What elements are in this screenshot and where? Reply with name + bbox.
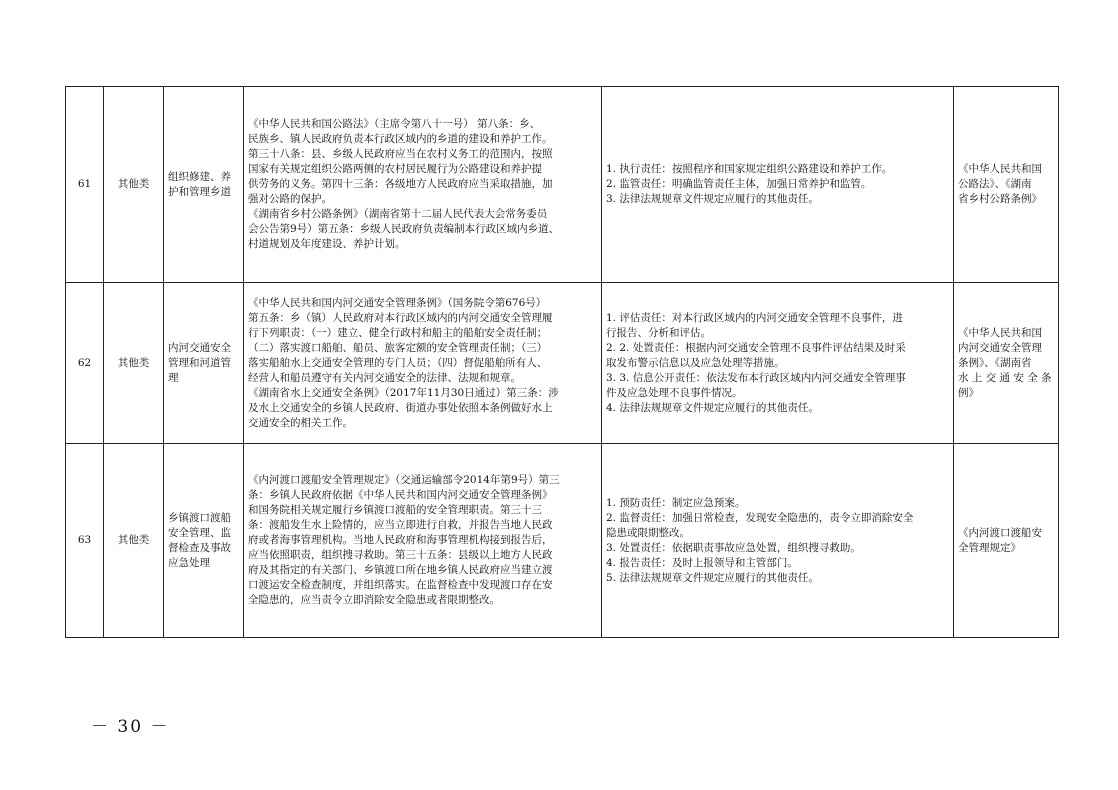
basis-line: 《中华人民共和国内河交通安全管理条例》（国务院令第676号） <box>248 296 547 309</box>
basis-line: 《湖南省水上交通安全条例》（2017年11月30日通过）第三条：涉 <box>248 386 559 399</box>
responsibility-line: 4. 报告责任：及时上报领导和主管部门。 <box>606 556 798 569</box>
responsibility-line: 1. 评估责任：对本行政区域内的内河交通安全管理不良事件，进 <box>606 311 903 324</box>
basis-line: 交通安全的相关工作。 <box>248 416 353 429</box>
item-line: 应急处理 <box>168 556 210 569</box>
reference-line: 《中华人民共和国 <box>958 326 1042 339</box>
item-line: 乡镇渡口渡船 <box>168 511 231 524</box>
basis-line: 条：渡船发生水上险情的，应当立即进行自救，并报告当地人民政 <box>248 519 553 531</box>
basis-line: 落实船舶水上交通安全管理的专门人员；（四）督促船舶所有人、 <box>248 356 548 369</box>
basis-line: 条：乡镇人民政府依据《中华人民共和国内河交通安全管理条例》 <box>248 489 553 501</box>
item-line: 组织修建、养 <box>168 170 231 183</box>
reference-line: 省乡村公路条例》 <box>958 193 1042 205</box>
row-item <box>164 87 244 283</box>
basis-line: 会公告第9号）第五条：乡级人民政府负责编制本行政区域内乡道、 <box>248 223 560 235</box>
responsibility-line: 1. 执行责任：按照程序和国家规定组织公路建设和养护工作。 <box>606 163 893 175</box>
responsibility-line: 件及应急处理不良事件情况。 <box>606 386 743 399</box>
responsibility-line: 5. 法律法规规章文件规定应履行的其他责任。 <box>606 571 819 584</box>
row-basis <box>244 444 602 638</box>
basis-line: 口渡运安全检查制度，并组织落实。在监督检查中发现渡口存在安 <box>248 579 553 591</box>
table-row <box>66 87 1059 283</box>
row-responsibility <box>602 87 954 283</box>
row-number: 61 <box>66 87 104 283</box>
row-basis <box>244 283 602 444</box>
item-line: 护和管理乡道 <box>168 185 231 198</box>
reference-line: 全管理规定》 <box>958 541 1021 554</box>
table-body <box>66 87 1059 638</box>
responsibility-line: 2. 2. 处置责任：根据内河交通安全管理不良事件评估结果及时采 <box>606 341 906 354</box>
responsibility-line: 3. 3. 信息公开责任：依法发布本行政区域内内河交通安全管理事 <box>606 371 906 384</box>
basis-line: 《湖南省乡村公路条例》（湖南省第十二届人民代表大会常务委员 <box>248 208 548 220</box>
row-item <box>164 283 244 444</box>
reference-line: 水 上 交 通 安 全 条 <box>958 371 1052 384</box>
responsibility-line: 3. 处置责任：依据职责事故应急处置，组织搜寻救助。 <box>606 541 861 554</box>
item-line: 督检查及事故 <box>168 541 231 554</box>
row-category: 其他类 <box>104 87 164 283</box>
basis-line: 应当依照职责，组织搜寻救助。第三十五条：县级以上地方人民政 <box>248 549 553 561</box>
reference-line: 内河交通安全管理 <box>958 341 1042 354</box>
reference-line: 条例》、《湖南省 <box>958 356 1032 369</box>
basis-line: 民族乡、镇人民政府负责本行政区域内的乡道的建设和养护工作。 <box>248 133 553 145</box>
responsibility-line: 1. 预防责任：制定应急预案。 <box>606 496 746 509</box>
row-reference <box>954 87 1059 283</box>
row-category: 其他类 <box>104 283 164 444</box>
basis-line: 行下列职责：（一）建立、健全行政村和船主的船舶安全责任制； <box>248 326 548 339</box>
row-number: 62 <box>66 283 104 444</box>
row-responsibility <box>602 444 954 638</box>
basis-line: 第五条：乡（镇）人民政府对本行政区域内的内河交通安全管理履 <box>248 311 553 324</box>
reference-line: 例》 <box>958 386 979 399</box>
basis-line: 村道规划及年度建设、养护计划。 <box>248 238 406 250</box>
row-responsibility <box>602 283 954 444</box>
page-number: － 30 － <box>91 717 170 737</box>
responsibility-table <box>65 86 1059 638</box>
row-reference <box>954 283 1059 444</box>
basis-line: 及水上交通安全的乡镇人民政府、街道办事处依照本条例做好水上 <box>248 401 553 414</box>
row-reference <box>954 444 1059 638</box>
basis-line: 《内河渡口渡船安全管理规定》（交通运输部令2014年第9号）第三 <box>248 474 560 486</box>
basis-line: 《中华人民共和国公路法》（主席令第八十一号） 第八条：乡、 <box>248 118 541 130</box>
basis-line: 府或者海事管理机构。当地人民政府和海事管理机构接到报告后， <box>248 534 553 546</box>
responsibility-line: 3. 法律法规规章文件规定应履行的其他责任。 <box>606 193 819 205</box>
item-line: 管理和河道管 <box>168 356 231 369</box>
responsibility-line: 4. 法律法规规章文件规定应履行的其他责任。 <box>606 401 819 414</box>
basis-line: 和国务院相关规定履行乡镇渡口渡船的安全管理职责。第三十三 <box>248 504 542 516</box>
item-line: 安全管理、监 <box>168 526 231 539</box>
reference-line: 公路法》、《湖南 <box>958 178 1032 190</box>
reference-line: 《内河渡口渡船安 <box>958 526 1042 539</box>
item-line: 内河交通安全 <box>168 341 231 354</box>
basis-line: 经营人和船员遵守有关内河交通安全的法律、法规和规章。 <box>248 371 521 384</box>
responsibility-line: 行报告、分析和评估。 <box>606 326 711 339</box>
responsibility-line: 2. 监管责任：明确监管责任主体，加强日常养护和监管。 <box>606 178 872 190</box>
responsibility-line: 2. 监督责任：加强日常检查，发现安全隐患的，责令立即消除安全 <box>606 511 914 524</box>
reference-line: 《中华人民共和国 <box>958 163 1042 175</box>
basis-line: （二）落实渡口船舶、船员、旅客定额的安全管理责任制；（三） <box>248 341 548 354</box>
basis-line: 供劳务的义务。第四十三条：各级地方人民政府应当采取措施，加 <box>248 178 553 190</box>
row-category: 其他类 <box>104 444 164 638</box>
responsibility-line: 隐患或限期整改。 <box>606 526 690 539</box>
row-number: 63 <box>66 444 104 638</box>
basis-line: 国家有关规定组织公路两侧的农村居民履行为公路建设和养护提 <box>248 163 542 175</box>
row-basis <box>244 87 602 283</box>
table-row <box>66 444 1059 638</box>
basis-line: 强对公路的保护。 <box>248 193 332 205</box>
basis-line: 第三十八条：县、乡级人民政府应当在农村义务工的范围内，按照 <box>248 148 553 160</box>
table-row <box>66 283 1059 444</box>
responsibility-line: 取发布警示信息以及应急处理等措施。 <box>606 356 785 369</box>
basis-line: 全隐患的，应当责令立即消除安全隐患或者限期整改。 <box>248 594 500 606</box>
row-item <box>164 444 244 638</box>
basis-line: 府及其指定的有关部门、乡镇渡口所在地乡镇人民政府应当建立渡 <box>248 564 553 576</box>
item-line: 理 <box>168 371 179 384</box>
